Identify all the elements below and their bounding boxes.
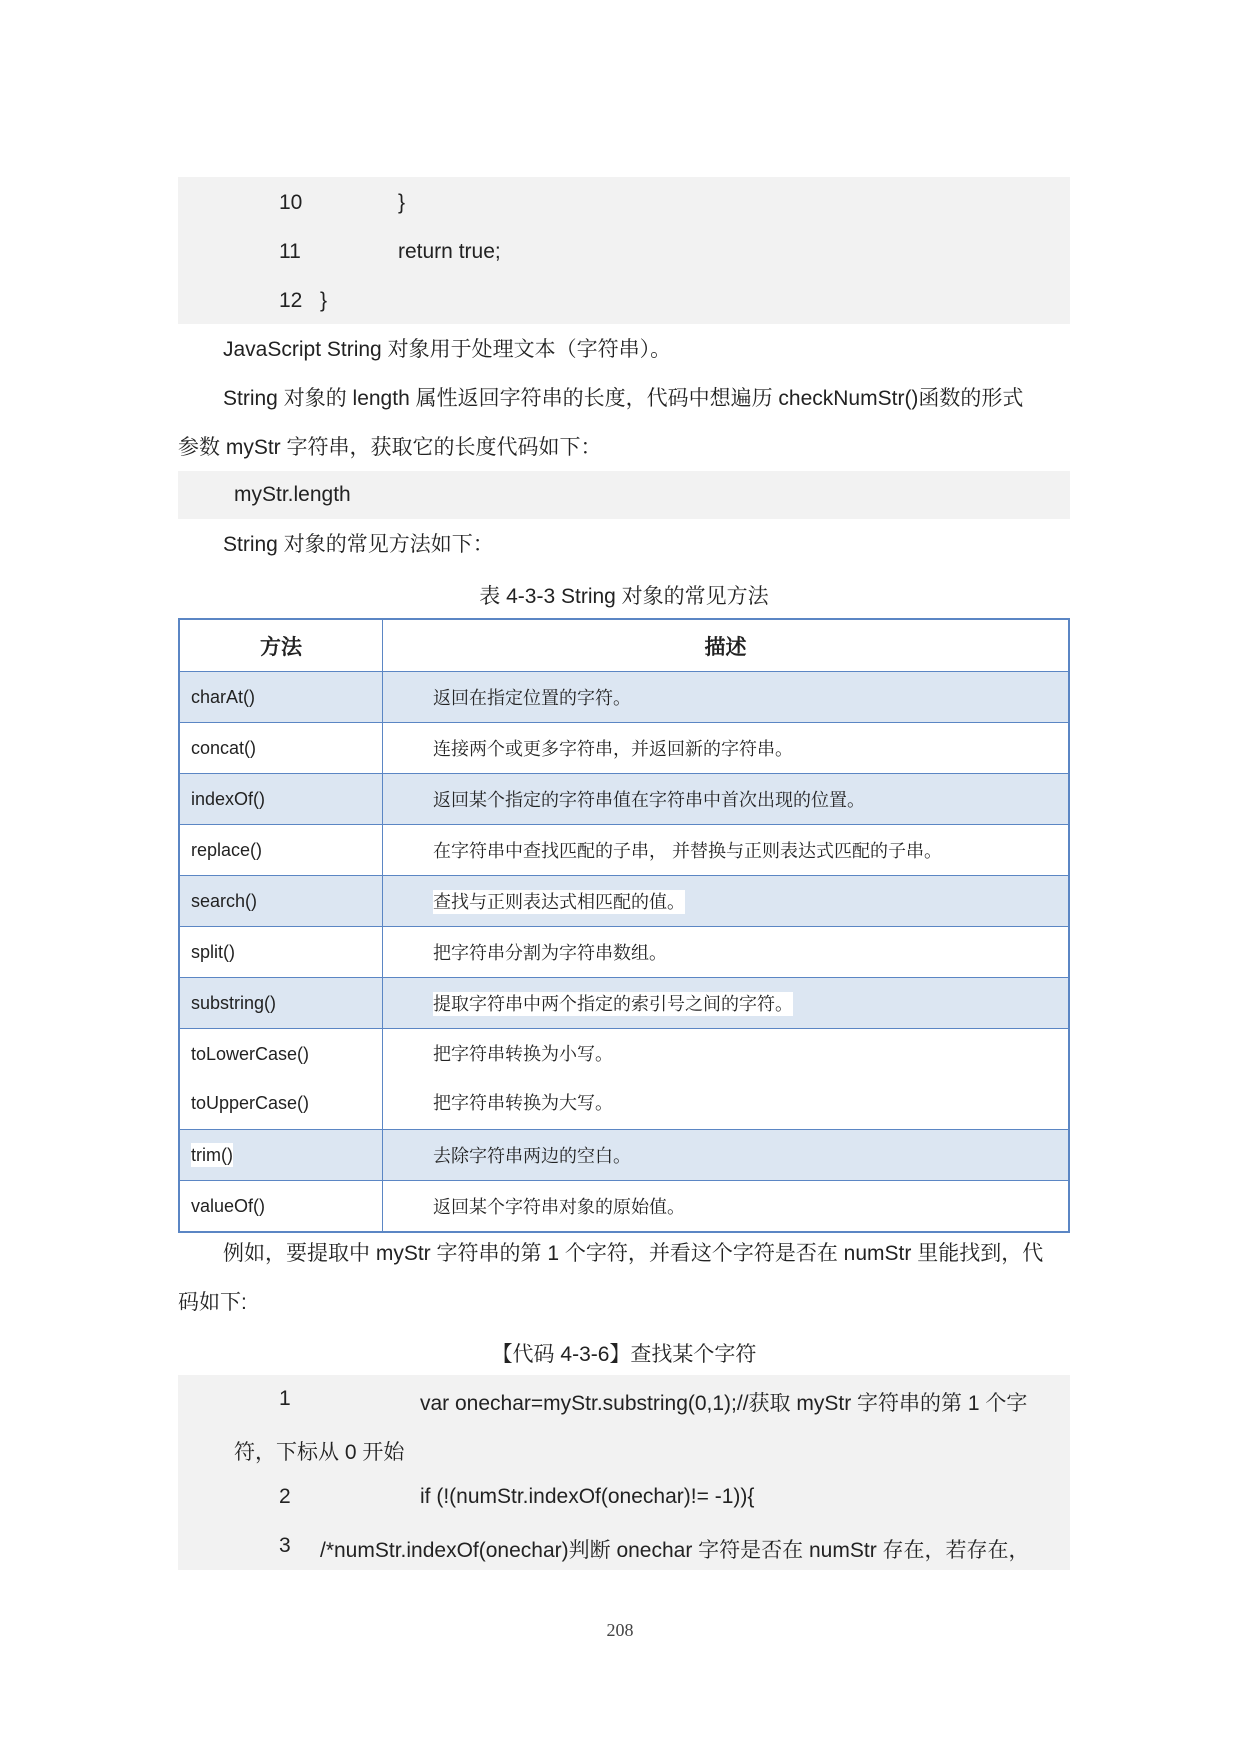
method-description: 把字符串转换为小写。 <box>433 1044 613 1064</box>
paragraph-methods-intro: String 对象的常见方法如下： <box>223 533 494 556</box>
code-line-number: 12 <box>279 289 303 312</box>
table-row <box>179 774 1069 825</box>
method-name: split() <box>179 927 383 978</box>
method-description: 返回某个指定的字符串值在字符串中首次出现的位置。 <box>383 774 1070 825</box>
code-line-text: var onechar=myStr.substring(0,1);//获取 myStr 字符串的第 1 个字 <box>420 1392 1028 1415</box>
code-line-text: myStr.length <box>234 483 351 506</box>
table-row <box>179 825 1069 876</box>
table-row <box>179 876 1069 927</box>
method-description: 返回某个字符串对象的原始值。 <box>383 1181 1070 1233</box>
table-header-row <box>179 619 1069 672</box>
table-row <box>179 927 1069 978</box>
table-row <box>179 1029 1069 1130</box>
code-line-text: 符，下标从 0 开始 <box>234 1441 405 1464</box>
method-name: indexOf() <box>179 774 383 825</box>
code-line-text: if (!(numStr.indexOf(onechar)!= -1)){ <box>420 1485 755 1508</box>
code-line-number: 2 <box>279 1485 291 1508</box>
method-description: 去除字符串两边的空白。 <box>383 1130 1070 1181</box>
method-description: 提取字符串中两个指定的索引号之间的字符。 <box>433 994 793 1014</box>
method-name: concat() <box>179 723 383 774</box>
method-name: charAt() <box>179 672 383 723</box>
table-row <box>179 978 1069 1029</box>
method-description: 查找与正则表达式相匹配的值。 <box>433 892 685 912</box>
method-name: replace() <box>179 825 383 876</box>
paragraph-intro: JavaScript String 对象用于处理文本（字符串）。 <box>223 338 672 361</box>
code-line-number: 11 <box>279 240 301 263</box>
paragraph-length-line2: 参数 myStr 字符串，获取它的长度代码如下： <box>178 436 602 459</box>
code-line-number: 3 <box>279 1534 291 1557</box>
methods-table <box>178 618 1070 1233</box>
code-caption: 【代码 4-3-6】查找某个字符 <box>491 1343 757 1366</box>
method-description: 连接两个或更多字符串，并返回新的字符串。 <box>383 723 1070 774</box>
table-row <box>179 723 1069 774</box>
method-name: search() <box>179 876 383 927</box>
method-description: 在字符串中查找匹配的子串， 并替换与正则表达式匹配的子串。 <box>383 825 1070 876</box>
code-line-number: 10 <box>279 191 303 214</box>
method-name: valueOf() <box>179 1181 383 1233</box>
code-line-text: } <box>320 289 328 312</box>
paragraph-example-line2: 码如下: <box>178 1291 247 1314</box>
header-method: 方法 <box>179 619 383 672</box>
code-block-top <box>178 177 1070 324</box>
method-name: substring() <box>179 978 383 1029</box>
code-line-number: 1 <box>279 1387 291 1410</box>
header-description: 描述 <box>383 619 1070 672</box>
table-row <box>179 1130 1069 1181</box>
method-name: trim() <box>191 1144 233 1165</box>
code-line-text: } <box>398 191 406 214</box>
table-row <box>179 672 1069 723</box>
code-block-length <box>178 471 1070 519</box>
paragraph-length-line1: String 对象的 length 属性返回字符串的长度，代码中想遍历 checkNumStr()函数的形式 <box>223 387 1024 410</box>
paragraph-example-line1: 例如，要提取中 myStr 字符串的第 1 个字符，并看这个字符是否在 numStr 里能找到，代 <box>223 1242 1044 1265</box>
method-name: toLowerCase() <box>191 1044 310 1064</box>
code-block-bottom <box>178 1375 1070 1570</box>
method-name: toUpperCase() <box>191 1093 310 1113</box>
page-number: 208 <box>606 1620 634 1640</box>
code-line-text: /*numStr.indexOf(onechar)判断 onechar 字符是否在 numStr 存在，若存在， <box>320 1539 1030 1562</box>
code-line-text: return true; <box>398 240 501 263</box>
method-description: 把字符串分割为字符串数组。 <box>383 927 1070 978</box>
table-row <box>179 1181 1069 1233</box>
table-caption: 表 4-3-3 String 对象的常见方法 <box>479 585 769 608</box>
method-description: 把字符串转换为大写。 <box>433 1093 613 1113</box>
method-description: 返回在指定位置的字符。 <box>383 672 1070 723</box>
